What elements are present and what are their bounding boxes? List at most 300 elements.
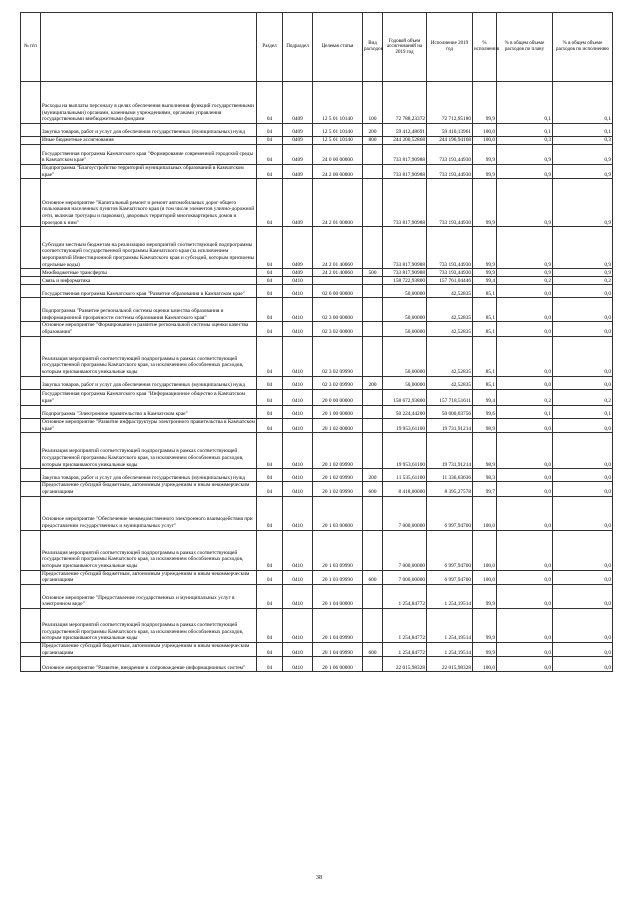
- cell-num: [21, 657, 41, 672]
- cell-exec: 1 254,19514: [427, 643, 473, 657]
- cell-exec: 50 000,03756: [427, 405, 473, 418]
- cell-sp: 0,9: [497, 227, 553, 269]
- table-row: [21, 496, 613, 530]
- cell-name: Закупка товаров, работ и услуг для обеспечения государственных (муниципальных) нужд: [41, 376, 257, 389]
- cell-exec: 6 997,94700: [427, 530, 473, 570]
- cell-pct: 85,1: [473, 322, 497, 336]
- cell-name: Основное мероприятие "Обеспечение межведомственного электронного взаимодействия при предоставлении государственных и муниципальных услуг": [41, 496, 257, 530]
- cell-type: [363, 165, 383, 179]
- cell-num: [21, 609, 41, 643]
- cell-sub: 0410: [283, 298, 313, 322]
- cell-sec: 04: [257, 124, 283, 137]
- cell-pct: 99,4: [473, 389, 497, 405]
- cell-exec: 244 196,94168: [427, 137, 473, 145]
- cell-sec: 04: [257, 322, 283, 336]
- cell-type: 600: [363, 570, 383, 584]
- cell-target: 24 2 01 40060: [313, 269, 363, 277]
- cell-name: Основное мероприятие "Капитальный ремонт и ремонт автомобильных дорог общего пользования населенных пунктов Камчатского края (в том числе элементов улично-дорожной сети, включая тротуары и парковки), дворовых территорий многоквартирных домов и проездов к ним": [41, 179, 257, 227]
- cell-plan: 1 254,84772: [383, 609, 427, 643]
- cell-sec: 04: [257, 269, 283, 277]
- header-share-plan: % в общем объеме расходов по плану: [497, 13, 553, 82]
- cell-exec: 1 254,19514: [427, 585, 473, 609]
- cell-num: [21, 530, 41, 570]
- cell-sp: 0,9: [497, 165, 553, 179]
- cell-exec: 11 336,63636: [427, 469, 473, 482]
- cell-type: [363, 298, 383, 322]
- cell-pct: 99,4: [473, 277, 497, 285]
- cell-plan: 72 788,23372: [383, 82, 427, 124]
- cell-num: [21, 137, 41, 145]
- cell-target: 24 2 00 00000: [313, 165, 363, 179]
- cell-type: [363, 145, 383, 165]
- cell-plan: 19 953,61100: [383, 418, 427, 432]
- cell-num: [21, 643, 41, 657]
- cell-plan: 733 817,90988: [383, 227, 427, 269]
- table-row: [21, 433, 613, 469]
- cell-name: Подпрограмма "Развитие региональной системы оценки качества образования и информационной прозрачности системы образования Камчатского края": [41, 298, 257, 322]
- cell-name: Связь и информатика: [41, 277, 257, 285]
- cell-name: Основное мероприятие "Предоставление государственных и муниципальных услуг в электронном виде": [41, 585, 257, 609]
- cell-target: 02 3 02 09990: [313, 376, 363, 389]
- cell-pct: 99,9: [473, 165, 497, 179]
- cell-type: [363, 609, 383, 643]
- header-pct: % исполнения: [473, 13, 497, 82]
- cell-sp: 0,9: [497, 145, 553, 165]
- cell-target: 20 1 06 00000: [313, 657, 363, 672]
- cell-type: [363, 389, 383, 405]
- cell-target: 20 1 00 00000: [313, 405, 363, 418]
- cell-type: [363, 418, 383, 432]
- cell-sec: 04: [257, 433, 283, 469]
- cell-target: 20 1 04 00000: [313, 585, 363, 609]
- cell-name: Субсидии местным бюджетам на реализацию мероприятий соответствующей подпрограммы соответствующей государственной программы Камчатского края (за исключением мероприятий Инвестиционной программы Камчатского края и субсидий, которым присвоены отдельные коды): [41, 227, 257, 269]
- cell-target: 20 1 02 09990: [313, 469, 363, 482]
- cell-num: [21, 418, 41, 432]
- cell-sp: 0,9: [497, 179, 553, 227]
- cell-pct: 99,9: [473, 82, 497, 124]
- cell-se: 0,0: [553, 643, 613, 657]
- cell-name: Подпрограмма "Благоустройство территорий муниципальных образований в Камчатском крае": [41, 165, 257, 179]
- cell-num: [21, 285, 41, 298]
- cell-exec: 42,52835: [427, 285, 473, 298]
- cell-sec: 04: [257, 82, 283, 124]
- cell-name: Реализация мероприятий соответствующей подпрограммы в рамках соответствующей государственной программы Камчатского края, за исключением обособленных расходов, которым присваиваются уникальные коды: [41, 530, 257, 570]
- table-row: [21, 269, 613, 277]
- table-row: [21, 585, 613, 609]
- cell-exec: 6 997,94700: [427, 570, 473, 584]
- cell-num: [21, 389, 41, 405]
- cell-sec: 04: [257, 530, 283, 570]
- cell-type: [363, 179, 383, 227]
- cell-se: 0,9: [553, 179, 613, 227]
- cell-exec: 42,52835: [427, 322, 473, 336]
- cell-name: Расходы на выплаты персоналу в целях обеспечения выполнения функций государственными (муниципальными) органами, казенными учреждениями, органами управления государственными внебюджетными фондами: [41, 82, 257, 124]
- cell-sec: 04: [257, 405, 283, 418]
- cell-num: [21, 469, 41, 482]
- cell-sp: 0,1: [497, 82, 553, 124]
- cell-plan: 22 015,98328: [383, 657, 427, 672]
- table-row: [21, 298, 613, 322]
- cell-name: Предоставление субсидий бюджетным, автономным учреждениям и иным некоммерческим организациям: [41, 482, 257, 496]
- cell-plan: 733 817,90988: [383, 179, 427, 227]
- cell-num: [21, 322, 41, 336]
- cell-pct: 99,9: [473, 269, 497, 277]
- cell-se: 0,0: [553, 285, 613, 298]
- cell-num: [21, 298, 41, 322]
- cell-se: 0,1: [553, 124, 613, 137]
- table-row: [21, 277, 613, 285]
- cell-target: 20 1 03 00000: [313, 496, 363, 530]
- budget-table: [20, 12, 613, 672]
- cell-target: 12 5 01 10140: [313, 124, 363, 137]
- cell-num: [21, 269, 41, 277]
- cell-sp: 0,0: [497, 298, 553, 322]
- cell-name: Межбюджетные трансферты: [41, 269, 257, 277]
- cell-plan: 19 953,61100: [383, 433, 427, 469]
- cell-num: [21, 277, 41, 285]
- cell-type: 200: [363, 376, 383, 389]
- cell-plan: 158 722,93800: [383, 277, 427, 285]
- cell-pct: 100,0: [473, 657, 497, 672]
- table-row: [21, 145, 613, 165]
- cell-name: Государственная программа Камчатского края "Информационное общество в Камчатском крае": [41, 389, 257, 405]
- cell-exec: 733 193,44930: [427, 145, 473, 165]
- cell-plan: 50,00000: [383, 336, 427, 376]
- cell-se: 0,0: [553, 433, 613, 469]
- header-section: Раздел: [257, 13, 283, 82]
- cell-se: 0,0: [553, 336, 613, 376]
- cell-target: 02 3 02 09990: [313, 336, 363, 376]
- cell-target: 12 5 01 10140: [313, 82, 363, 124]
- cell-sp: 0,0: [497, 609, 553, 643]
- cell-name: Иные бюджетные ассигнования: [41, 137, 257, 145]
- cell-sub: 0409: [283, 165, 313, 179]
- header-subsection: Подраздел: [283, 13, 313, 82]
- cell-plan: 733 817,90988: [383, 165, 427, 179]
- cell-sub: 0410: [283, 530, 313, 570]
- cell-target: 02 3 00 00000: [313, 298, 363, 322]
- cell-sp: 0,0: [497, 376, 553, 389]
- cell-target: 20 1 04 09990: [313, 643, 363, 657]
- cell-sec: 04: [257, 165, 283, 179]
- header-exec: Исполнение 2019 год: [427, 13, 473, 82]
- cell-se: 0,0: [553, 570, 613, 584]
- cell-name: Реализация мероприятий соответствующей подпрограммы в рамках соответствующей государственной программы Камчатского края, за исключением обособленных расходов, которым присваиваются уникальные коды: [41, 609, 257, 643]
- cell-pct: 100,0: [473, 530, 497, 570]
- cell-target: 24 0 00 00000: [313, 145, 363, 165]
- cell-sec: 04: [257, 227, 283, 269]
- cell-sub: 0409: [283, 82, 313, 124]
- cell-sec: 04: [257, 570, 283, 584]
- cell-target: 02 3 02 00000: [313, 322, 363, 336]
- table-row: [21, 469, 613, 482]
- header-num: № п/п: [21, 13, 41, 82]
- table-row: [21, 418, 613, 432]
- cell-num: [21, 165, 41, 179]
- cell-target: 24 2 01 40060: [313, 227, 363, 269]
- cell-exec: 733 193,44930: [427, 165, 473, 179]
- cell-pct: 85,1: [473, 285, 497, 298]
- cell-name: Закупка товаров, работ и услуг для обеспечения государственных (муниципальных) нужд: [41, 469, 257, 482]
- cell-pct: 98,3: [473, 469, 497, 482]
- cell-sec: 04: [257, 482, 283, 496]
- cell-name: Закупка товаров, работ и услуг для обеспечения государственных (муниципальных) нужд: [41, 124, 257, 137]
- table-row: [21, 643, 613, 657]
- cell-exec: 42,52835: [427, 336, 473, 376]
- cell-sp: 0,0: [497, 530, 553, 570]
- cell-sub: 0410: [283, 643, 313, 657]
- cell-se: 0,9: [553, 165, 613, 179]
- table-body: [21, 82, 613, 672]
- cell-se: 0,1: [553, 405, 613, 418]
- table-row: [21, 336, 613, 376]
- cell-pct: 100,0: [473, 124, 497, 137]
- cell-se: 0,0: [553, 469, 613, 482]
- cell-name: Реализация мероприятий соответствующей подпрограммы в рамках соответствующей государственной программы Камчатского края, за исключением обособленных расходов, которым присваиваются уникальные коды: [41, 336, 257, 376]
- table-row: [21, 570, 613, 584]
- cell-exec: 42,52835: [427, 298, 473, 322]
- cell-pct: 100,0: [473, 137, 497, 145]
- cell-sub: 0410: [283, 496, 313, 530]
- cell-sub: 0410: [283, 433, 313, 469]
- cell-sub: 0409: [283, 179, 313, 227]
- cell-plan: 7 000,00000: [383, 570, 427, 584]
- header-target: Целевая статья: [313, 13, 363, 82]
- cell-type: 200: [363, 469, 383, 482]
- cell-se: 0,0: [553, 418, 613, 432]
- cell-type: [363, 277, 383, 285]
- cell-exec: 72 712,95180: [427, 82, 473, 124]
- cell-name: Основное мероприятие "Развитие инфраструктуры электронного правительства в Камчатском крае": [42, 418, 255, 432]
- cell-sub: 0410: [283, 285, 313, 298]
- cell-num: [21, 405, 41, 418]
- table-row: [21, 227, 613, 269]
- cell-se: 0,0: [553, 482, 613, 496]
- cell-exec: 733 193,44930: [427, 227, 473, 269]
- cell-pct: 99,6: [473, 405, 497, 418]
- cell-exec: 19 731,91214: [427, 433, 473, 469]
- cell-exec: 22 015,98328: [427, 657, 473, 672]
- cell-exec: 42,52835: [427, 376, 473, 389]
- cell-sec: 04: [257, 389, 283, 405]
- cell-sp: 0,0: [497, 336, 553, 376]
- page-number: 38: [316, 875, 322, 881]
- cell-exec: 157 761,04446: [427, 277, 473, 285]
- cell-sub: 0410: [283, 376, 313, 389]
- cell-sec: 04: [257, 418, 283, 432]
- cell-plan: 50,00000: [383, 376, 427, 389]
- cell-name: Предоставление субсидий бюджетным, автономным учреждениям и иным некоммерческим организациям: [41, 570, 257, 584]
- table-row: [21, 322, 613, 336]
- cell-sec: 04: [257, 657, 283, 672]
- cell-type: [363, 433, 383, 469]
- cell-se: 0,0: [553, 376, 613, 389]
- cell-plan: 7 000,00000: [383, 496, 427, 530]
- cell-sub: 0410: [283, 469, 313, 482]
- cell-se: 0,0: [553, 585, 613, 609]
- cell-target: 20 1 02 09990: [313, 482, 363, 496]
- cell-sub: 0409: [283, 269, 313, 277]
- cell-sec: 04: [257, 137, 283, 145]
- cell-target: 20 1 03 09990: [313, 530, 363, 570]
- cell-plan: 1 254,84772: [383, 643, 427, 657]
- cell-name: Реализация мероприятий соответствующей подпрограммы в рамках соответствующей государственной программы Камчатского края, за исключением обособленных расходов, которым присваиваются уникальные коды: [41, 433, 257, 469]
- table-row: [21, 82, 613, 124]
- cell-sec: 04: [257, 277, 283, 285]
- cell-sub: 0410: [283, 389, 313, 405]
- cell-se: 0,3: [553, 137, 613, 145]
- cell-type: [363, 585, 383, 609]
- cell-num: [21, 124, 41, 137]
- cell-sp: 0,9: [497, 269, 553, 277]
- table-row: [21, 165, 613, 179]
- table-row: [21, 405, 613, 418]
- cell-pct: 100,0: [473, 496, 497, 530]
- cell-sec: 04: [257, 643, 283, 657]
- cell-num: [21, 376, 41, 389]
- cell-se: 0,0: [553, 496, 613, 530]
- header-plan: Годовой объем ассигнований на 2019 год: [383, 13, 427, 82]
- cell-sub: 0410: [283, 657, 313, 672]
- cell-sec: 04: [257, 469, 283, 482]
- cell-sec: 04: [257, 496, 283, 530]
- cell-target: 24 2 01 00000: [313, 179, 363, 227]
- cell-se: 0,2: [553, 277, 613, 285]
- cell-num: [21, 433, 41, 469]
- cell-sp: 0,0: [497, 570, 553, 584]
- cell-exec: 157 718,51611: [427, 389, 473, 405]
- cell-pct: 100,0: [473, 570, 497, 584]
- cell-pct: 98,9: [473, 418, 497, 432]
- cell-sp: 0,1: [497, 124, 553, 137]
- cell-sub: 0410: [283, 609, 313, 643]
- cell-pct: 99,7: [473, 482, 497, 496]
- cell-plan: 1 254,84772: [383, 585, 427, 609]
- cell-sub: 0410: [283, 277, 313, 285]
- cell-se: 0,0: [553, 530, 613, 570]
- cell-plan: 11 535,61100: [383, 469, 427, 482]
- cell-num: [21, 570, 41, 584]
- cell-num: [21, 227, 41, 269]
- cell-sub: 0410: [283, 336, 313, 376]
- cell-type: 100: [363, 82, 383, 124]
- cell-num: [21, 179, 41, 227]
- cell-sub: 0410: [283, 585, 313, 609]
- cell-pct: 99,9: [473, 585, 497, 609]
- cell-pct: 85,1: [473, 376, 497, 389]
- cell-name: Основное мероприятие "Развитие, внедрение и сопровождение информационных систем": [41, 657, 257, 672]
- cell-plan: 8 418,00000: [383, 482, 427, 496]
- cell-sp: 0,0: [497, 418, 553, 432]
- cell-sec: 04: [257, 285, 283, 298]
- cell-exec: 733 193,44930: [427, 269, 473, 277]
- cell-plan: 50 224,44200: [383, 405, 427, 418]
- cell-plan: 50,00000: [383, 322, 427, 336]
- cell-sec: 04: [257, 376, 283, 389]
- cell-sp: 0,0: [497, 469, 553, 482]
- cell-sub: 0410: [283, 418, 313, 432]
- cell-exec: 8 395,27578: [427, 482, 473, 496]
- cell-type: [363, 496, 383, 530]
- cell-pct: 85,1: [473, 336, 497, 376]
- cell-se: 0,9: [553, 269, 613, 277]
- cell-target: [313, 277, 363, 285]
- table-header-row: [21, 13, 613, 82]
- table-row: [21, 376, 613, 389]
- cell-exec: 1 254,19514: [427, 609, 473, 643]
- cell-target: 02 0 00 00000: [313, 285, 363, 298]
- cell-se: 0,9: [553, 227, 613, 269]
- cell-exec: 733 193,44930: [427, 179, 473, 227]
- table-row: [21, 179, 613, 227]
- cell-plan: 59 412,48691: [383, 124, 427, 137]
- cell-sec: 04: [257, 298, 283, 322]
- cell-target: 20 0 00 00000: [313, 389, 363, 405]
- cell-sub: 0410: [283, 570, 313, 584]
- cell-plan: 7 000,00000: [383, 530, 427, 570]
- cell-type: [363, 227, 383, 269]
- cell-sp: 0,0: [497, 322, 553, 336]
- cell-sec: 04: [257, 609, 283, 643]
- table-row: [21, 482, 613, 496]
- header-share-exec: % в общем объеме расходов по исполнению: [553, 13, 613, 82]
- cell-num: [21, 145, 41, 165]
- cell-name: Предоставление субсидий бюджетным, автономным учреждениям и иным некоммерческим организациям: [41, 643, 257, 657]
- cell-sub: 0409: [283, 145, 313, 165]
- cell-pct: 99,9: [473, 145, 497, 165]
- cell-plan: 244 200,52868: [383, 137, 427, 145]
- cell-name: Основное мероприятие "Формирование и развитие региональной системы оценки качества образования": [41, 322, 257, 336]
- cell-sub: 0409: [283, 124, 313, 137]
- cell-sp: 0,2: [497, 389, 553, 405]
- cell-type: 600: [363, 643, 383, 657]
- cell-type: [363, 285, 383, 298]
- cell-target: 20 1 03 09990: [313, 570, 363, 584]
- cell-type: [363, 336, 383, 376]
- cell-sp: 0,0: [497, 433, 553, 469]
- cell-sp: 0,2: [497, 277, 553, 285]
- cell-sec: 04: [257, 145, 283, 165]
- cell-type: [363, 405, 383, 418]
- cell-sp: 0,1: [497, 405, 553, 418]
- cell-sp: 0,0: [497, 285, 553, 298]
- cell-name: Подпрограмма "Электронное правительство в Камчатском крае": [41, 405, 257, 418]
- cell-name: Государственная программа Камчатского края "Развитие образования в Камчатском крае": [41, 285, 257, 298]
- cell-se: 0,0: [553, 298, 613, 322]
- cell-sp: 0,3: [497, 137, 553, 145]
- cell-pct: 98,9: [473, 433, 497, 469]
- cell-sp: 0,0: [497, 657, 553, 672]
- cell-sp: 0,0: [497, 643, 553, 657]
- cell-target: 12 5 01 10140: [313, 137, 363, 145]
- cell-num: [21, 336, 41, 376]
- cell-type: 800: [363, 137, 383, 145]
- cell-type: [363, 322, 383, 336]
- cell-sp: 0,0: [497, 482, 553, 496]
- cell-pct: 99,9: [473, 227, 497, 269]
- cell-sub: 0409: [283, 137, 313, 145]
- cell-pct: 85,1: [473, 298, 497, 322]
- header-type: Вид расходов: [363, 13, 383, 82]
- cell-name: Государственная программа Камчатского края "Формирование современной городской среды в Камчатском крае": [41, 145, 257, 165]
- cell-num: [21, 82, 41, 124]
- cell-se: 0,1: [553, 82, 613, 124]
- cell-pct: 99,9: [473, 643, 497, 657]
- table-row: [21, 124, 613, 137]
- cell-se: 0,0: [553, 322, 613, 336]
- cell-se: 0,2: [553, 389, 613, 405]
- cell-target: 20 1 02 09990: [313, 433, 363, 469]
